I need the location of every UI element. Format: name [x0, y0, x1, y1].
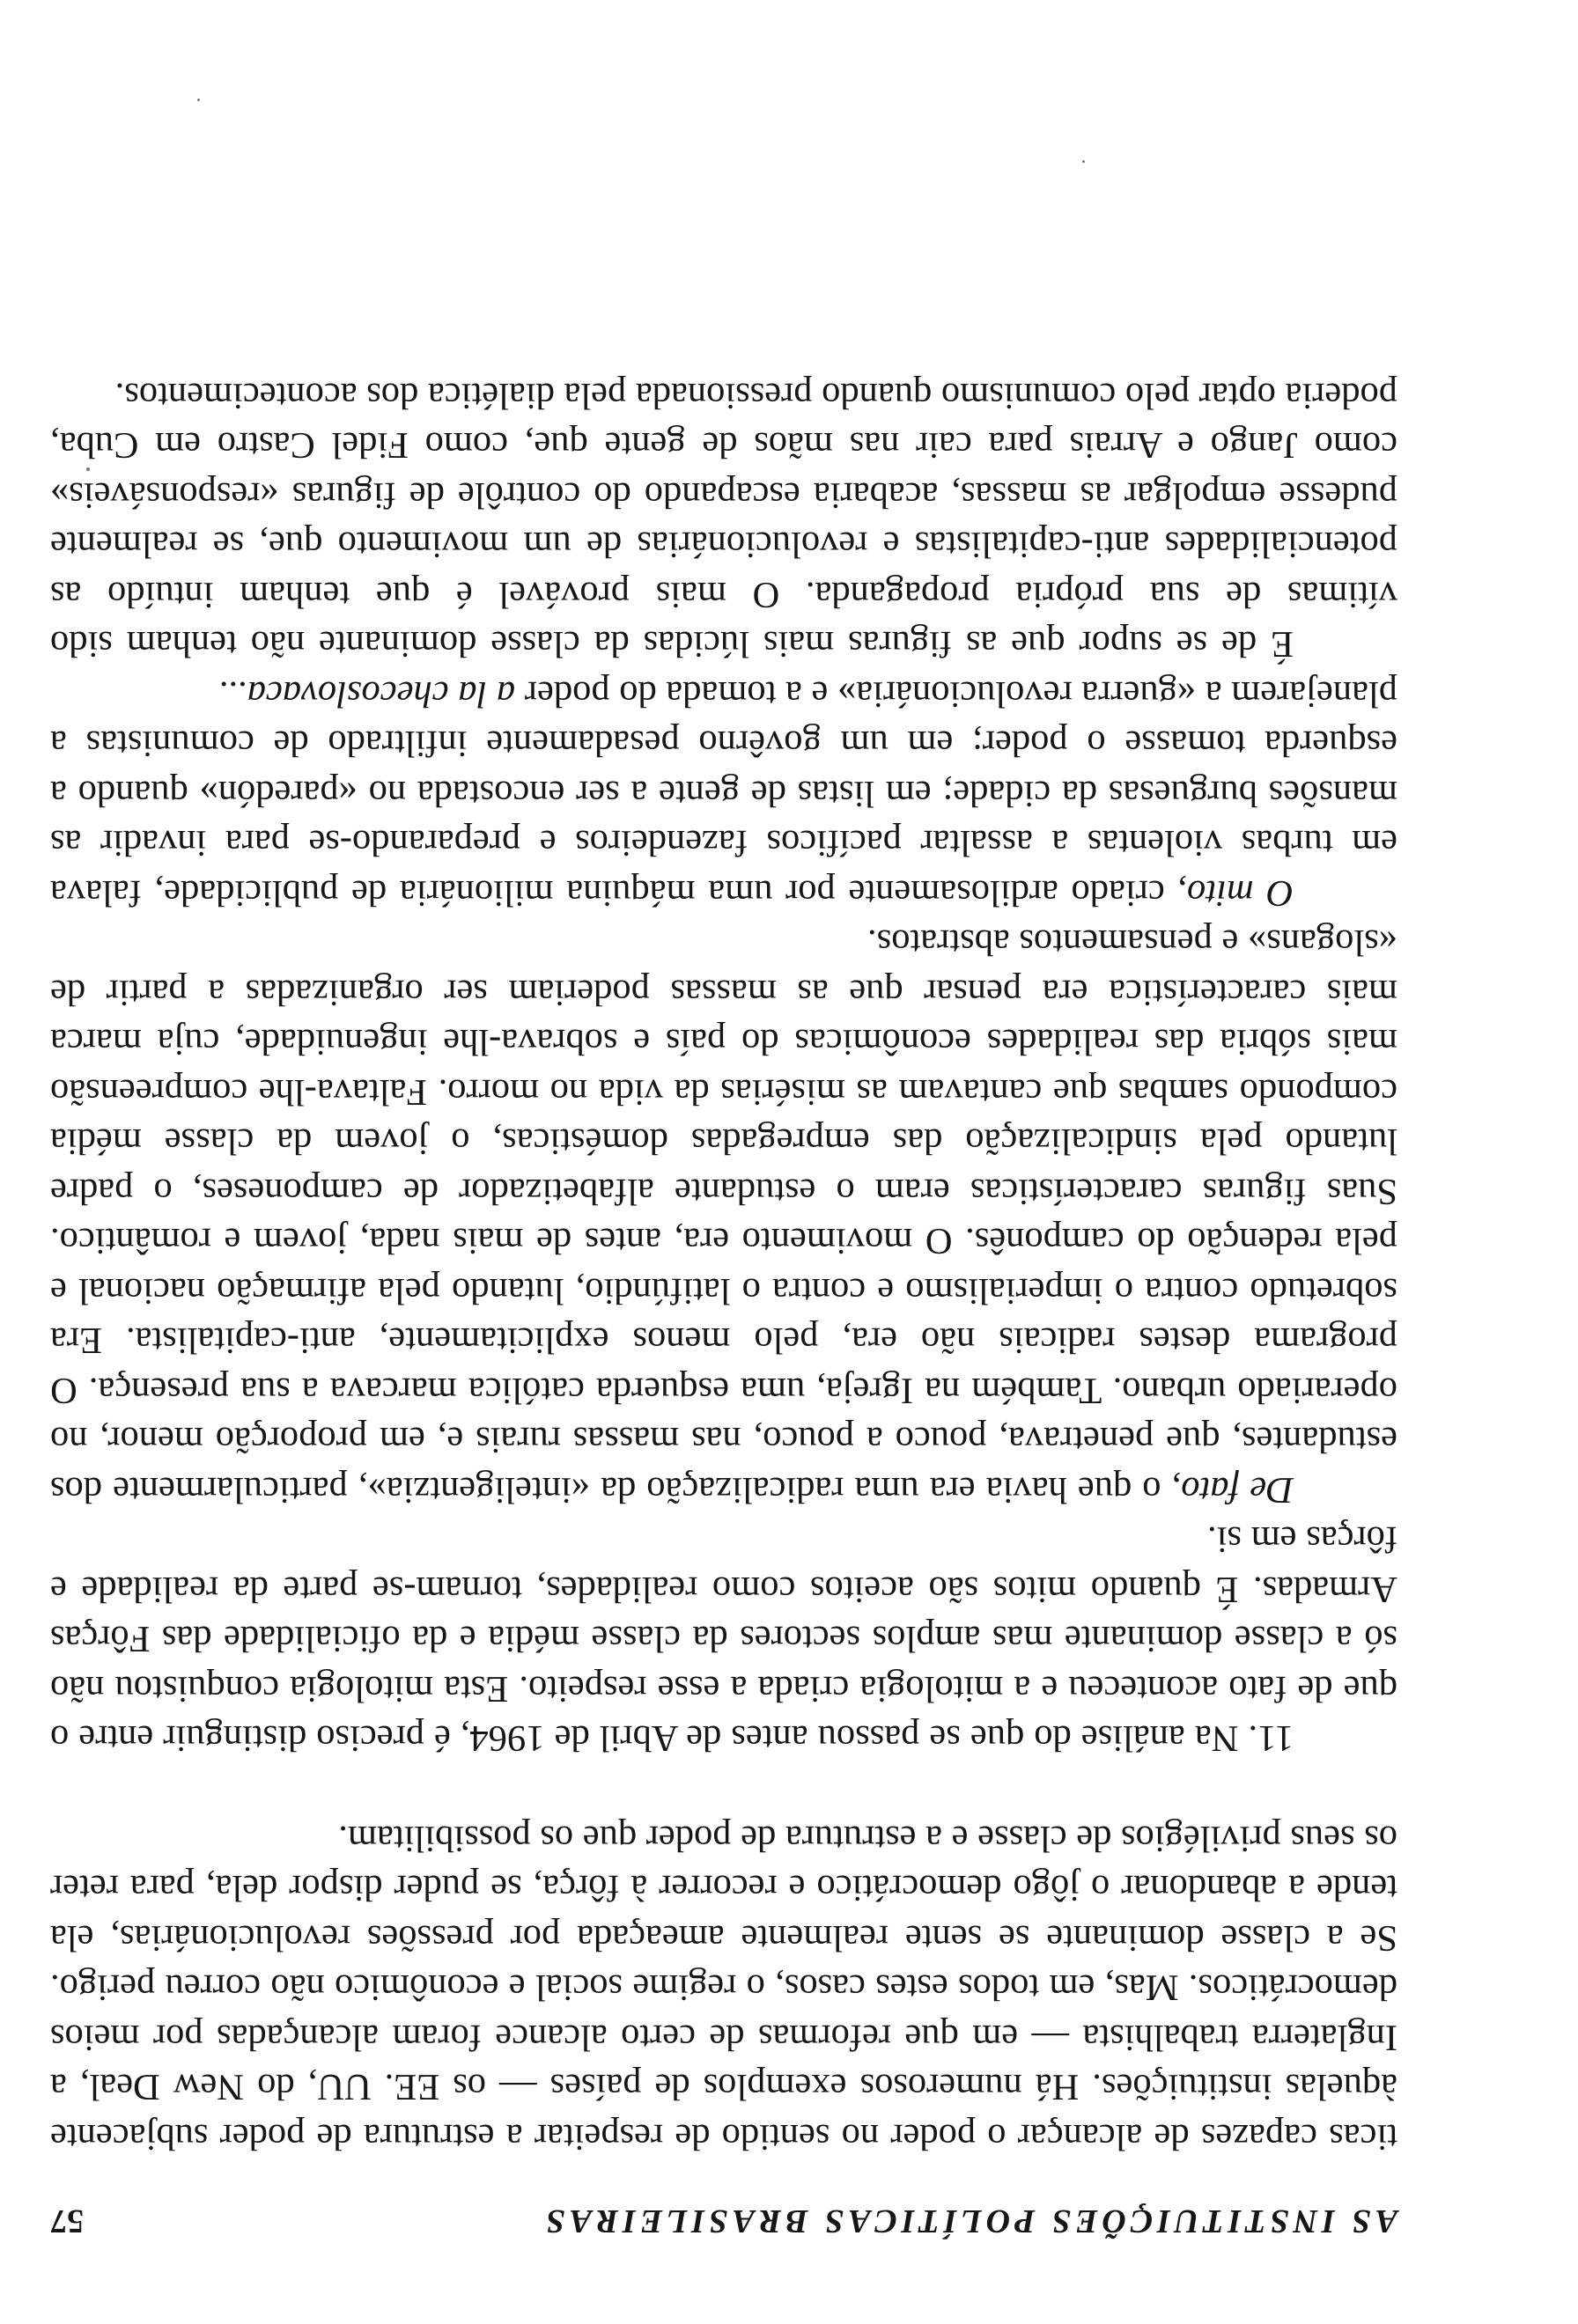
paragraph-lead-word: O mito — [1187, 872, 1294, 914]
paragraph-continued — [50, 1813, 1397, 2162]
paragraph-text: ticas capazes de alcançar o poder no sentido de respeitar a estrutura de poder subjacente àquelas instituições. Há numerosos exemplos de países — os EE. UU, do New Deal, a Inglaterra trabalhista — em que reformas de certo alcance foram alcançadas por meios democráticos. Mas, em todos estes casos, o regime social e econômico não correu perigo. Se a classe dominante se sente realmente ameaçada por pressões revolucionárias, ela tende a abandonar o jôgo democrático e recorrer à fôrça, se puder dispor dela, para reter os seus privilégios de classe e a estrutura de poder que os possibilitam. — [50, 1818, 1397, 2158]
paragraph-ellipsis: ... — [218, 673, 247, 715]
running-head: AS INSTITUIÇÕES POLÍTICAS BRASILEIRAS — [542, 2203, 1397, 2239]
scan-speck — [1082, 160, 1085, 163]
paragraph-text: , o que havia era uma radicalização da «inteligentzia», particularmente dos estudantes, que penetrava, pouco a pouco, nas massas rurais e, em proporção menor, no operariado urbano. Também na Igreja, uma esquerda católica marcava a sua presença. O programa destes radicais não era, pelo menos explicitamente, anti-capitalista. Era sobretudo contra o imperialismo e contra o latifúndio, lutando pela afirmação nacional e pela redenção do camponês. O movimento era, antes de mais nada, jovem e romântico. Suas figuras características eram o estudante alfabetizador de camponeses, o padre lutando pela sindicalização das empregadas domésticas, o jovem da classe média compondo sambas que cantavam as misérias da vida no morro. Faltava-lhe compreensão mais sóbria das realidades econômicas do país e sobrava-lhe ingenuidade, cuja marca mais característica era pensar que as massas poderiam ser organizadas a partir de «slogans» e pensamentos abstratos. — [49, 922, 1397, 1511]
paragraph-conclusion — [50, 371, 1397, 669]
body-text — [50, 371, 1397, 2162]
paragraph-text: É de se supor que as figuras mais lúcidas da classe dominante não tenham sido vítimas de sua própria propaganda. O mais provável é que tenham intuído as potencialidades anti-capitalistas e revolucionárias de um movimento que, se realmente pudesse empolgar as massas, acabaria escapando do contrôle de figuras «responsáveis» como Jango e Arrais para cair nas mãos de gente que, como Fidel Castro em Cuba, poderia optar pelo comunismo quando pressionada pela dialética dos acontecimentos. — [50, 375, 1397, 666]
scan-speck — [86, 467, 90, 471]
paragraph-italic-phrase: a la checoslovaca — [247, 673, 516, 715]
paragraph-de-fato — [50, 917, 1397, 1514]
paragraph-text: 11. Na análise do que se passou antes de Abril de 1964, é preciso distinguir entre o que de fato aconteceu e a mitologia criada a esse respeito. Esta mitologia conquistou não só a classe dominante mas amplos sectores da classe média e da oficialidade das Fôrças Armadas. É quando mitos são aceitos como realidades, tornam-se parte da realidade e fôrças em si. — [50, 1519, 1397, 1760]
page-header — [50, 2188, 1397, 2240]
paragraph-section-11 — [50, 1514, 1397, 1763]
paragraph-lead-word: De fato — [1181, 1469, 1294, 1511]
page-number: 57 — [50, 2203, 84, 2239]
paragraph-text: , criado ardilosamente por uma máquina milionária de publicidade, falava em turbas violentas a assaltar pacíficos fazendeiros e preparando-se para invadir as mansões burguesas da cidade; em listas de gente a ser encostada no «paredón» quando a esquerda tomasse o poder; em um govêrno pesadamente infiltrado de comunistas a planejarem a «guerra revolucionária» e a tomada do poder — [50, 673, 1397, 914]
paragraph-o-mito — [50, 669, 1397, 918]
scan-speck — [197, 99, 200, 101]
